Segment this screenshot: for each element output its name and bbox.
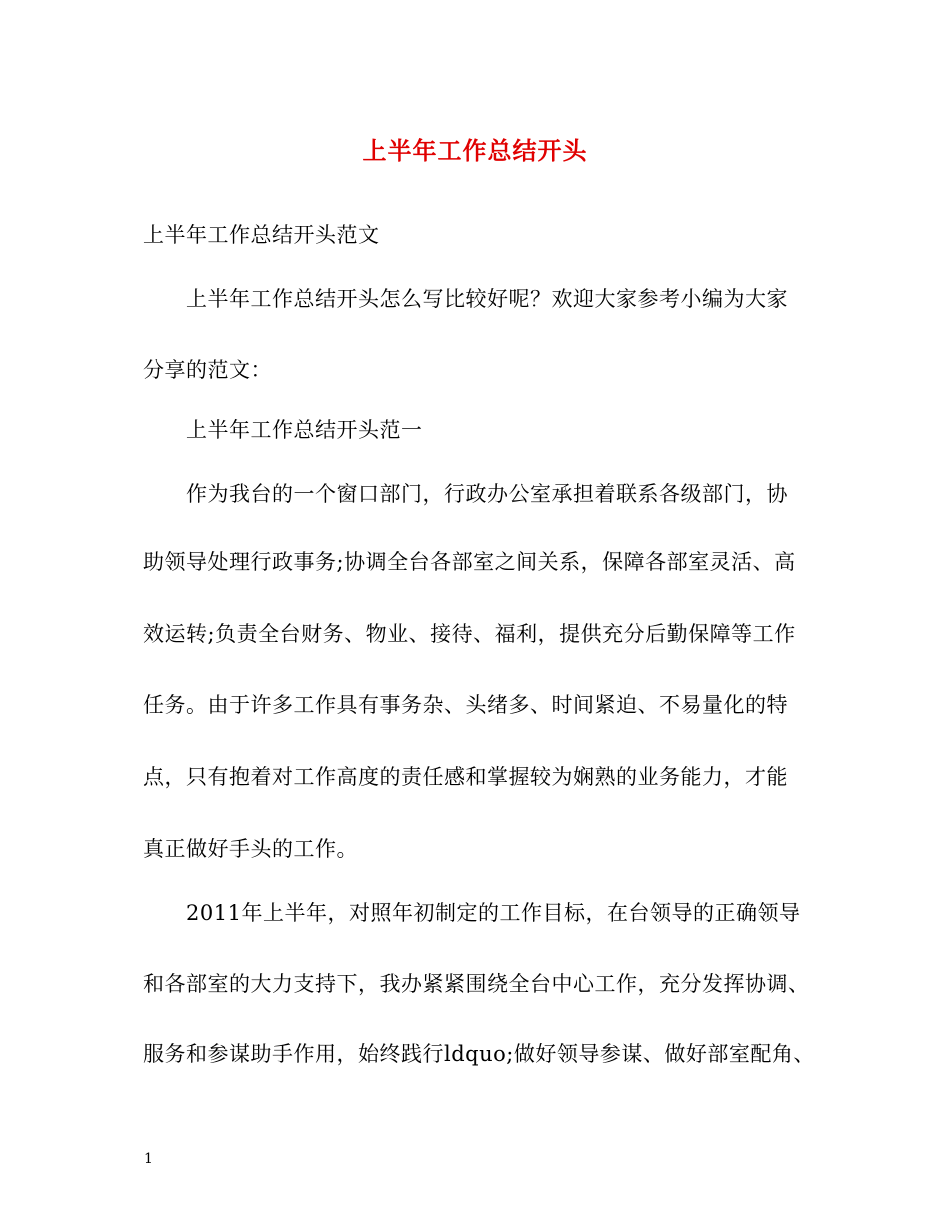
section-heading: 上半年工作总结开头范一 [186, 418, 423, 442]
document-title: 上半年工作总结开头 [362, 136, 588, 165]
paragraph-line: 点，只有抱着对工作高度的责任感和掌握较为娴熟的业务能力，才能 [143, 765, 788, 789]
paragraph-line: 真正做好手头的工作。 [143, 837, 358, 861]
paragraph-line: 2011年上半年，对照年初制定的工作目标，在台领导的正确领导 [186, 901, 801, 925]
paragraph-line: 助领导处理行政事务;协调全台各部室之间关系，保障各部室灵活、高 [143, 550, 796, 574]
paragraph-line: 效运转;负责全台财务、物业、接待、福利，提供充分后勤保障等工作 [143, 622, 796, 646]
paragraph-line: 服务和参谋助手作用，始终践行ldquo;做好领导参谋、做好部室配角、 [143, 1042, 815, 1066]
subtitle-line: 上半年工作总结开头范文 [143, 223, 380, 247]
paragraph-line: 上半年工作总结开头怎么写比较好呢？欢迎大家参考小编为大家 [186, 287, 788, 311]
paragraph-line: 作为我台的一个窗口部门，行政办公室承担着联系各级部门，协 [186, 482, 788, 506]
paragraph-line: 任务。由于许多工作具有事务杂、头绪多、时间紧迫、不易量化的特 [143, 693, 788, 717]
page-number: 1 [144, 1151, 153, 1167]
paragraph-line: 分享的范文： [143, 358, 272, 382]
paragraph-line: 和各部室的大力支持下，我办紧紧围绕全台中心工作，充分发挥协调、 [143, 972, 810, 996]
